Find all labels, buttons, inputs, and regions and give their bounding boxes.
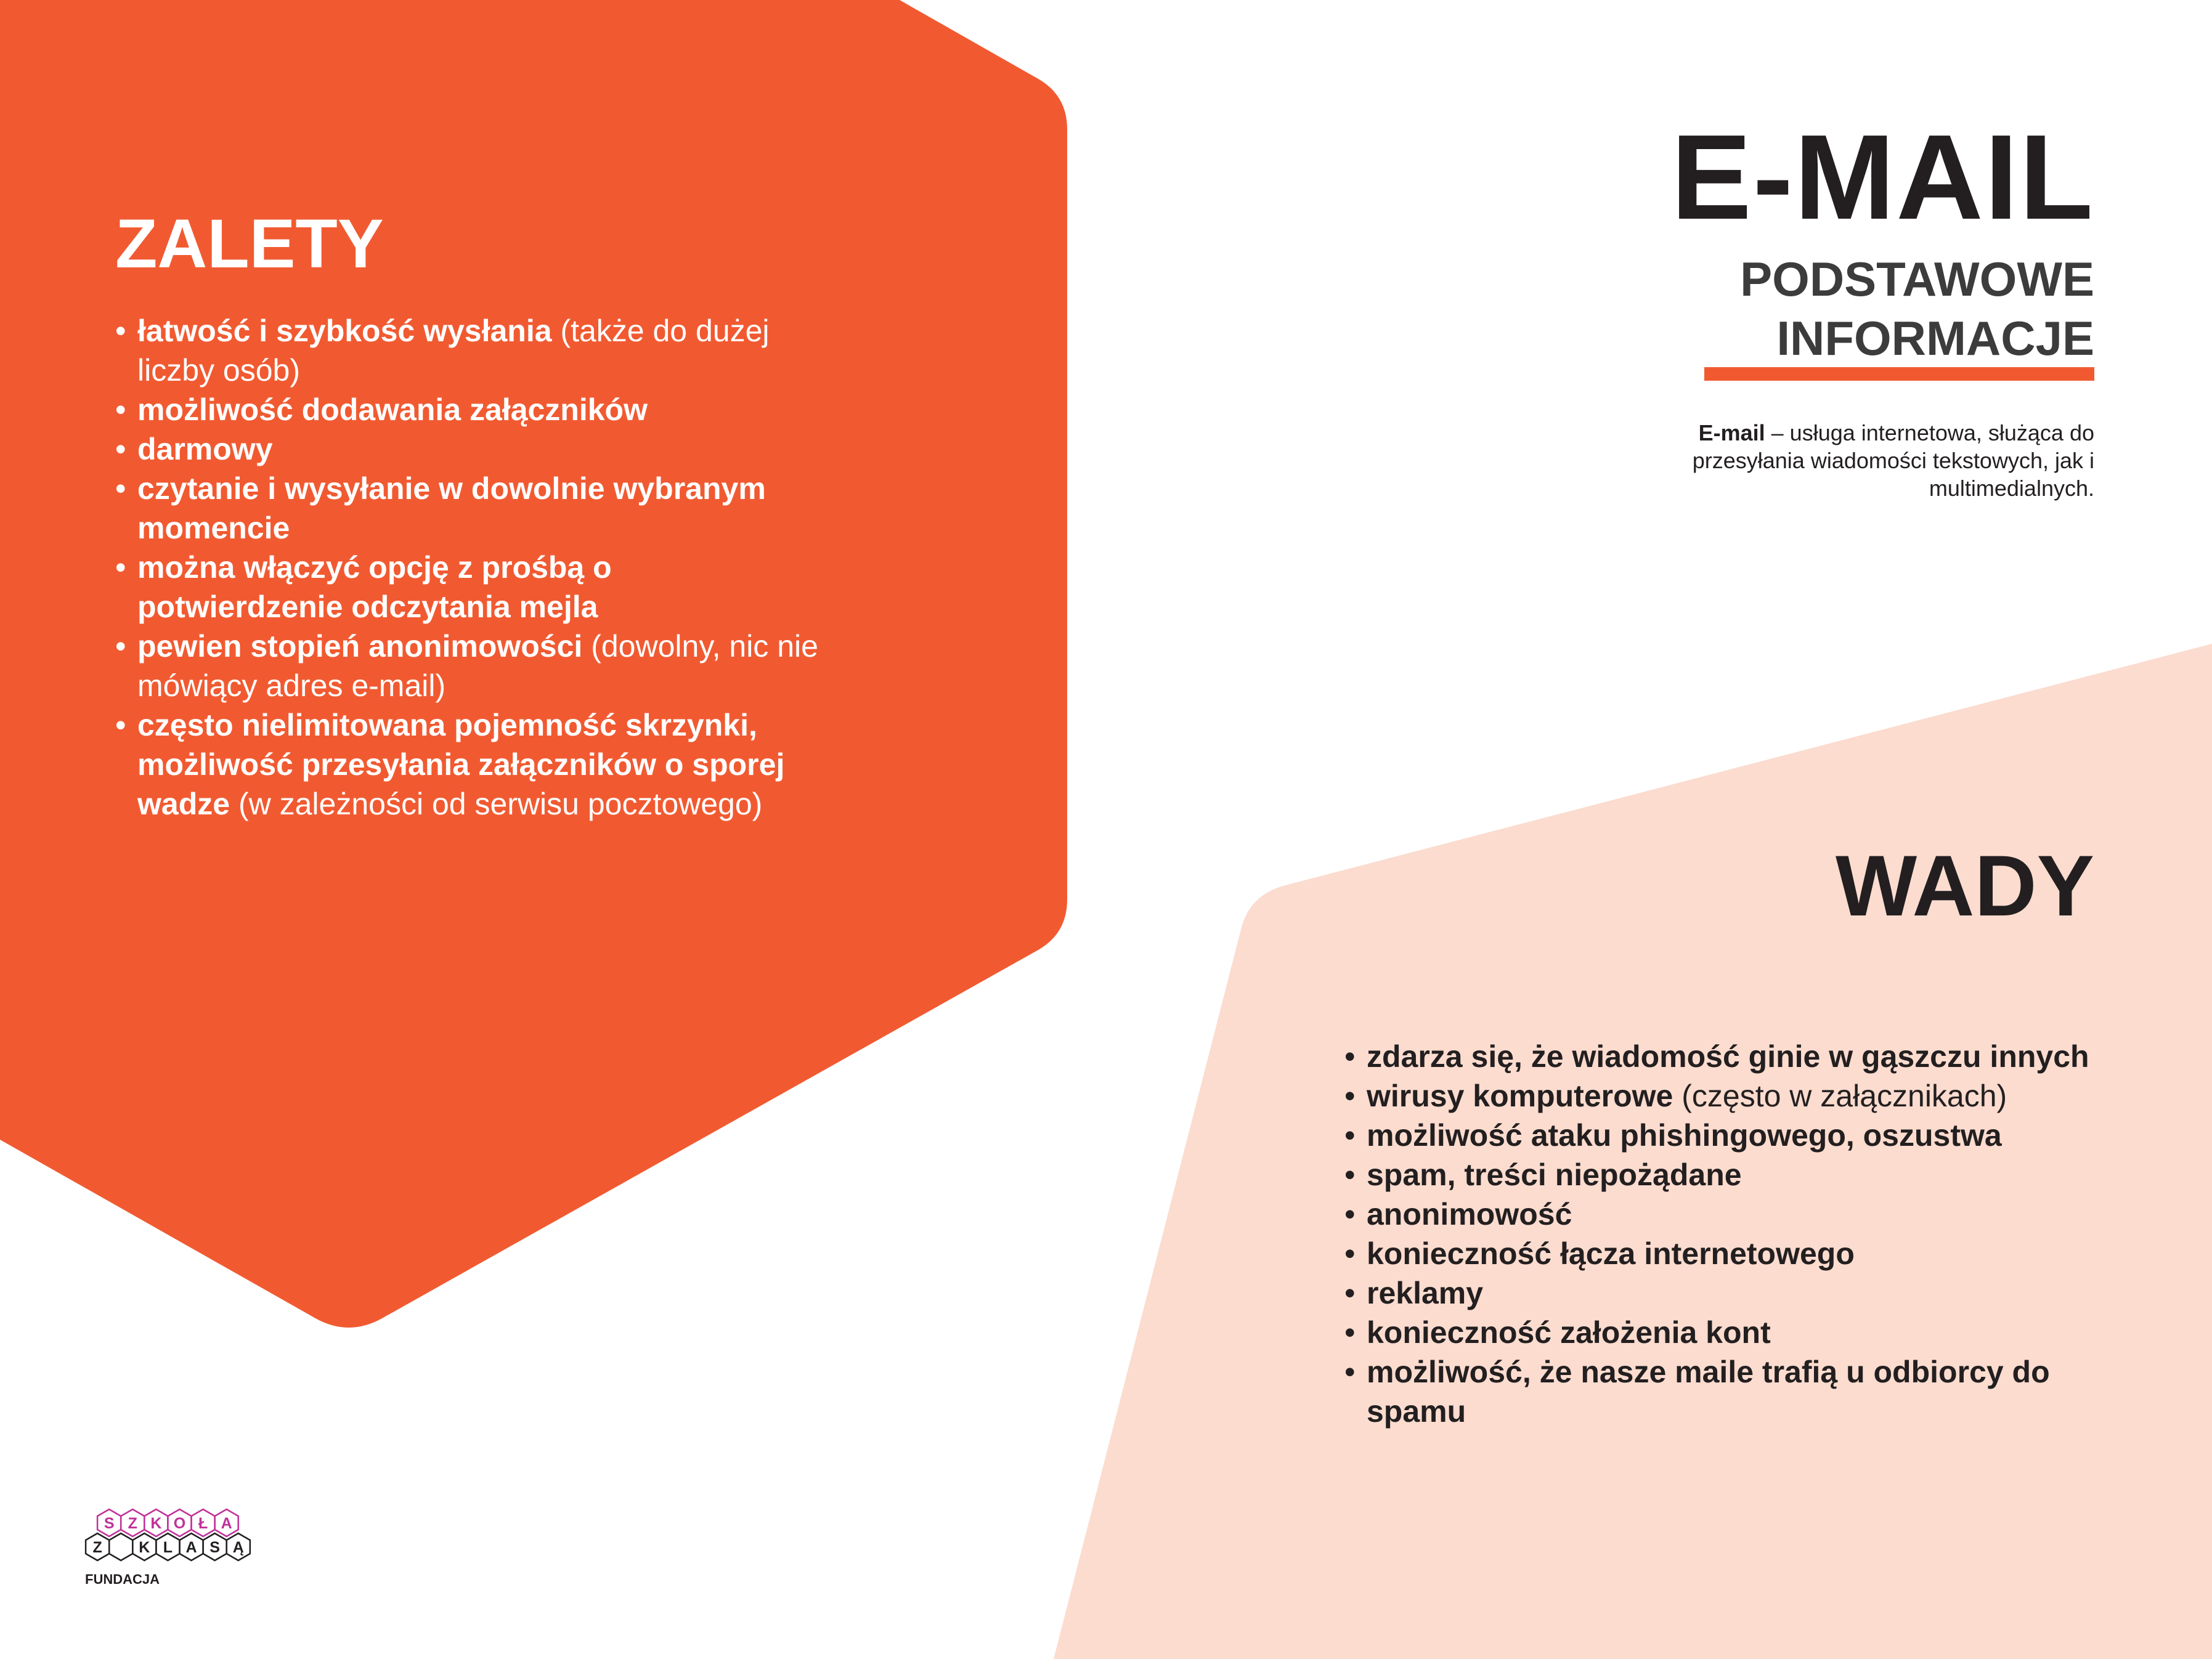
item-bold-text: możliwość ataku phishingowego, oszustwa — [1367, 1118, 2002, 1153]
list-item — [1344, 1352, 2102, 1431]
list-item — [1344, 1155, 2102, 1195]
item-bold-text: zdarza się, że wiadomość ginie w gąszczu innych — [1367, 1039, 2089, 1074]
logo-letter: L — [163, 1539, 173, 1556]
list-item — [1344, 1234, 2102, 1273]
logo-letter: K — [150, 1515, 162, 1532]
list-item — [115, 469, 824, 548]
logo-hex-top — [168, 1509, 191, 1536]
item-bold-text: pewien stopień anonimowości — [137, 629, 583, 663]
list-item — [115, 311, 824, 390]
logo-letter: S — [104, 1515, 115, 1532]
logo-hex-top — [192, 1509, 215, 1536]
page-title: E-MAIL — [1671, 110, 2094, 245]
definition-term: E-mail — [1698, 420, 1765, 445]
logo-hex-bottom — [156, 1533, 179, 1560]
item-normal-text: (często w załącznikach) — [1673, 1079, 2007, 1113]
definition-text: – usługa internetowa, służąca do przesyłania wiadomości tekstowych, jak i multimedialnych. — [1692, 420, 2094, 501]
item-normal-text: (w zależności od serwisu pocztowego) — [230, 787, 763, 821]
list-item — [115, 627, 824, 705]
item-bold-text: wirusy komputerowe — [1367, 1079, 1673, 1113]
subtitle-line-1: PODSTAWOWE — [1740, 252, 2094, 306]
logo-hex-top — [215, 1509, 238, 1536]
logo-hex-bottom — [180, 1533, 203, 1560]
subtitle-line-2: INFORMACJE — [1776, 311, 2094, 365]
zalety-list — [115, 311, 824, 824]
item-bold-text: często nielimitowana pojemność skrzynki, możliwość przesyłania załączników o sporej wadze — [137, 708, 785, 821]
logo-letter: S — [209, 1539, 220, 1556]
logo-letter: Z — [128, 1515, 137, 1532]
logo-letter: Ą — [232, 1539, 244, 1556]
wady-heading: WADY — [1836, 837, 2094, 934]
item-normal-text: (dowolny, nic nie mówiący adres e-mail) — [137, 629, 818, 703]
logo-hex-top — [121, 1509, 144, 1536]
logo-caption: FUNDACJA — [85, 1572, 160, 1587]
item-bold-text: reklamy — [1367, 1276, 1484, 1310]
item-bold-text: spam, treści niepożądane — [1367, 1158, 1742, 1192]
list-item — [1344, 1273, 2102, 1313]
item-bold-text: możliwość, że nasze maile trafią u odbiorcy do spamu — [1367, 1355, 2050, 1429]
email-definition — [1626, 419, 2094, 502]
item-bold-text: czytanie i wysyłanie w dowolnie wybranym momencie — [137, 471, 766, 545]
list-item — [1344, 1313, 2102, 1352]
page-subtitle — [1663, 249, 2094, 368]
logo-letter: A — [221, 1515, 232, 1532]
item-bold-text: darmowy — [137, 432, 273, 466]
logo-hex-top — [144, 1509, 168, 1536]
logo-letter: K — [139, 1539, 150, 1556]
logo-letter: A — [185, 1539, 197, 1556]
logo-letter: Ł — [198, 1515, 208, 1532]
list-item — [1344, 1195, 2102, 1234]
logo-hex-bottom — [109, 1533, 132, 1560]
list-item — [1344, 1037, 2102, 1076]
logo-letter: Z — [92, 1539, 102, 1556]
list-item — [115, 705, 824, 824]
item-normal-text: (także do dużej liczby osób) — [137, 314, 770, 387]
list-item — [1344, 1116, 2102, 1155]
list-item — [115, 390, 824, 429]
logo-hex-top — [97, 1509, 121, 1536]
logo-hex-bottom — [227, 1533, 250, 1560]
item-bold-text: konieczność założenia kont — [1367, 1315, 1771, 1350]
logo-hex-bottom — [132, 1533, 156, 1560]
zalety-heading: ZALETY — [115, 205, 384, 282]
item-bold-text: możliwość dodawania załączników — [137, 392, 648, 427]
item-bold-text: anonimowość — [1367, 1197, 1572, 1231]
list-item — [115, 429, 824, 469]
title-underline — [1704, 367, 2094, 381]
item-bold-text: konieczność łącza internetowego — [1367, 1236, 1855, 1271]
list-item — [115, 548, 824, 627]
logo-hex-bottom — [86, 1533, 109, 1560]
logo-letter: O — [173, 1515, 186, 1532]
item-bold-text: można włączyć opcję z prośbą o potwierdzenie odczytania mejla — [137, 550, 612, 624]
item-bold-text: łatwość i szybkość wysłania — [137, 314, 552, 348]
logo-hex-bottom — [203, 1533, 227, 1560]
list-item — [1344, 1076, 2102, 1116]
wady-list — [1344, 1037, 2102, 1431]
